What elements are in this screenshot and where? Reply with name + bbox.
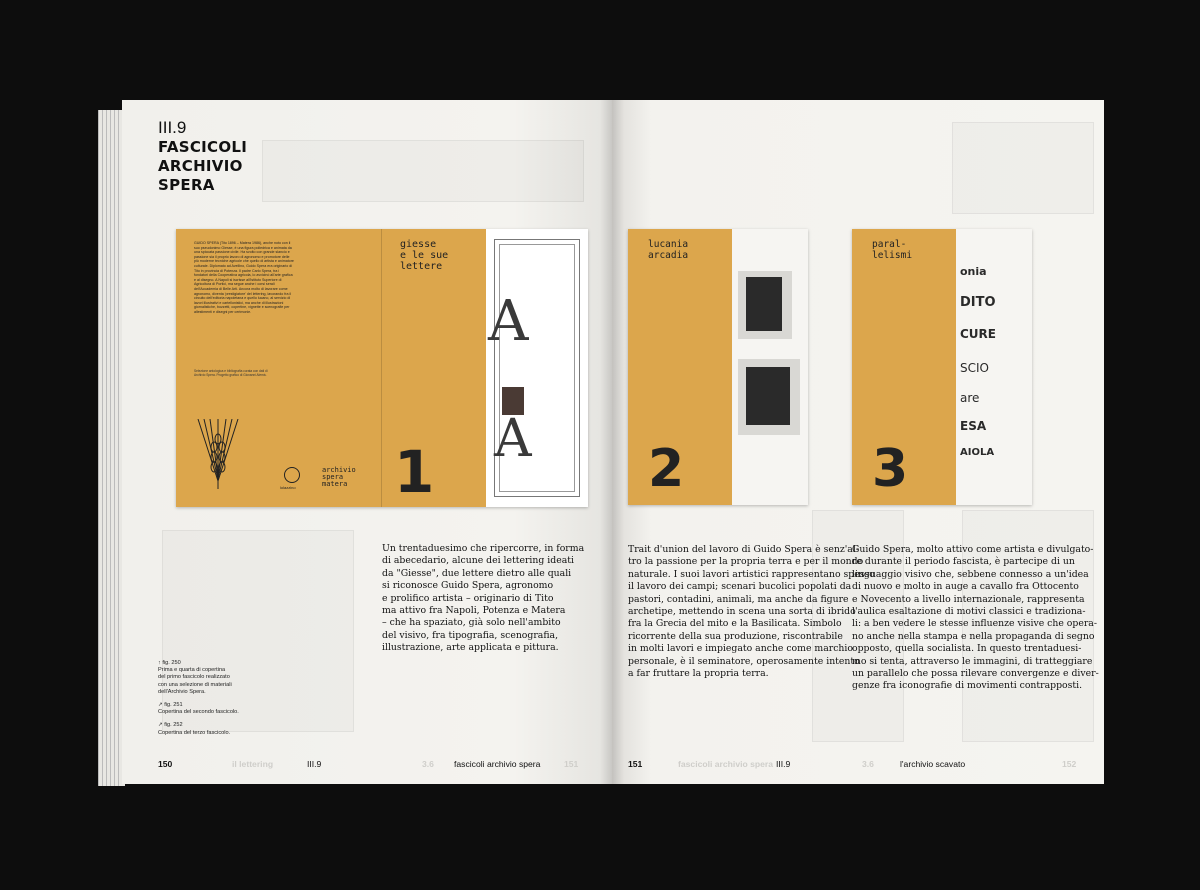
section-title-line: ARCHIVIO [158,157,243,175]
left-page [122,100,612,784]
archive-logo-line: archivio [322,466,356,474]
cover-1-number: 1 [394,438,435,506]
section-title-line: SPERA [158,176,215,194]
publisher-logo-icon [284,467,300,483]
body-line: l'aulica esaltazione di motivi classici e tradiziona- [852,606,1086,618]
cover-title-line: e le sue [400,250,449,261]
body-line: da "Giesse", due lettere dietro alle quali [382,567,572,579]
body-line: pastori, contadini, animali, ma anche da figure [628,593,849,605]
section-title-line: FASCICOLI [158,138,248,156]
woodcut-image-dark [746,277,782,331]
fascicle-1-cover-spread [176,229,588,507]
body-line: archetipe, mettendo in scena una sorta di ibrido [628,606,856,618]
archive-logo-line: spera [322,473,344,481]
body-line: un parallelo che possa rilevare convergenze e diver- [852,668,1099,680]
running-head: fascicoli archivio spera [454,759,541,769]
body-line: – che ha spaziato, già solo nell'ambito [382,617,561,629]
cover-1-title [400,239,480,272]
faint-page-number: 152 [1062,759,1077,769]
lettering-fragment: CURE [960,327,996,341]
caption-ref: ↗ fig. 252 [158,722,183,729]
cover-3-number: 3 [872,439,909,499]
wheat-icon [196,419,240,491]
folio-section: III.9 [776,759,791,769]
body-line: e Novecento a livello internazionale, rappresenta [852,593,1085,605]
body-line: Guido Spera, molto attivo come artista e divulgato- [852,544,1094,555]
archive-logo-line: matera [322,480,348,488]
cover-title-line: lettere [400,261,443,272]
fascicle-3-cover [852,229,1032,505]
book-gutter [600,100,624,784]
body-line: re durante il periodo fascista, è partecipe di un [852,556,1075,568]
faint-folio-section: 3.6 [862,759,874,769]
lettering-fragment: SCIO [960,361,989,375]
back-cover-bio-text: GUIDO SPERA (Tito 1896 – Matera 1986), anche noto con il suo pseudonimo Giesse, è una figura poliedrica e animata da una spiccata passione civile. Ha svolto con grande slancio e passione sia il proprio lavoro di agronomo e promotore delle più moderne tecniche agricole che quello di artista e animatore culturale. Diplomato ad Avellino, Guido Spera era originario di Tito in provincia di Potenza. Il padre Carlo Spera, tra i fondatori della Cooperativa agricola, lo avvicinò all'arte grafica e al disegno. A Napoli si iscrisse all'Istituto Superiore di Agricoltura di Portici, ma segue anche i corsi serali dell'Accademia di Belle Arti. Ancora molto di lavorare come agronomo, diventa 'prestigiatore' del lettering, lavorando fra il circuito dell'editoria napoletana e quello lucano, al servizio di lavori illustrativi e cartellonistici, ma anche di illustrazioni giornalistiche, bozzetti, copertine, vignette e scenografie per allestimenti e disegni per cerimonie. [194,241,294,314]
lettering-fragment: DITO [960,295,996,310]
caption-line: dell'Archivio Spera. [158,688,206,695]
body-line: ma attivo fra Napoli, Potenza e Matera [382,605,566,617]
body-line: di abecedario, alcune dei lettering ideati [382,555,574,567]
caption-fig-250 [158,660,278,696]
faint-folio-section: 3.6 [422,759,434,769]
lettering-specimen-a: A [488,289,529,354]
right-page [612,100,1104,784]
caption-line: del primo fascicolo realizzato [158,674,230,681]
faint-page-number: 151 [564,759,579,769]
body-line: personale, è il seminatore, operosamente intento [628,655,860,667]
caption-line: con una selezione di materiali [158,681,232,688]
cover-title-line: arcadia [648,250,689,261]
caption-ref: ↑ fig. 250 [158,660,181,666]
lettering-fragment: are [960,391,980,405]
fascicle-2-cover [628,229,808,505]
body-line: tro la passione per la propria terra e per il mondo [628,556,864,568]
caption-ref: ↗ fig. 251 [158,702,183,709]
body-line: opposto, quella socialista. In questo trentaduesi- [852,643,1082,655]
body-line: mo si tenta, attraverso le immagini, di tratteggiare [852,655,1093,667]
section-title [158,138,247,195]
page-number: 150 [158,759,173,769]
cover-2-number: 2 [648,439,685,499]
caption-line: Prima e quarta di copertina [158,667,226,674]
cover-3-title [872,239,912,261]
page-number: 151 [628,759,643,769]
lettering-fragment: ESA [960,419,987,433]
caption-fig-251 [158,702,278,716]
body-line: in molti lavori e impiegato anche come marchio [628,643,853,655]
body-line: naturale. I suoi lavori artistici rappresentano spesso [628,568,875,580]
body-line: li: a ben vedere le stesse influenze visive che opera- [852,618,1097,630]
right-body-column-1 [628,544,875,680]
caption-fig-252 [158,722,278,736]
body-line: illustrazione, arte applicata e pittura. [382,642,559,654]
body-line: a far fruttare la propria terra. [628,668,769,680]
body-line: il lavoro dei campi; scenari bucolici popolati da [628,581,852,593]
lettering-specimen-a-lower: A [494,409,532,469]
right-body-column-2 [852,544,1099,693]
body-line: di nuovo e molto in auge a cavallo fra Ottocento [852,581,1079,593]
cover-title-line: giesse [400,239,437,250]
archive-logo-text [322,467,356,488]
cover-2-title [648,239,688,261]
lettering-fragment: AIOLA [960,447,995,458]
left-body-text [382,543,585,655]
section-number: III.9 [158,118,187,137]
faint-running-head: fascicoli archivio spera [678,759,774,769]
body-line: genze fra iconografie di movimenti contrapposti. [852,680,1083,692]
caption-line: Copertina del secondo fascicolo. [158,709,239,716]
body-line: del visivo, fra tipografia, scenografia, [382,629,559,641]
body-line: fra la Grecia del mito e la Basilicata. Simbolo [628,618,842,630]
running-head: l'archivio scavato [900,759,966,769]
body-line: e prolifico artista – originario di Tito [382,592,554,604]
figure-captions [158,660,278,743]
body-line: Un trentaduesimo che ripercorre, in forma [382,543,585,554]
folio-section: III.9 [307,759,322,769]
lettering-fragment: onia [960,265,987,278]
woodcut-image-dark [746,367,790,425]
body-line: linguaggio visivo che, sebbene connesso a un'idea [852,568,1089,580]
body-line: no anche nella stampa e nella propaganda di segno [852,630,1095,642]
body-line: Trait d'union del lavoro di Guido Spera è senz'al- [628,544,859,555]
faint-running-head: il lettering [232,759,274,769]
body-line: ricorrente della sua produzione, riscontrabile [628,630,843,642]
cover-fold-line [381,229,382,507]
body-line: si riconosce Guido Spera, agronomo [382,580,554,592]
back-cover-credit: Selezione antologica e bibliografia curata con dati di Archivio Spera. Progetto grafico di Giovanni Alemà. [194,369,268,377]
page-edges [98,110,124,786]
publisher-logo-label: lolazzino [280,485,296,490]
cover-title-line: paral- [872,239,907,250]
caption-line: Copertina del terzo fascicolo. [158,729,231,736]
cover-title-line: lucania [648,239,689,250]
cover-title-line: lelismi [872,250,913,261]
